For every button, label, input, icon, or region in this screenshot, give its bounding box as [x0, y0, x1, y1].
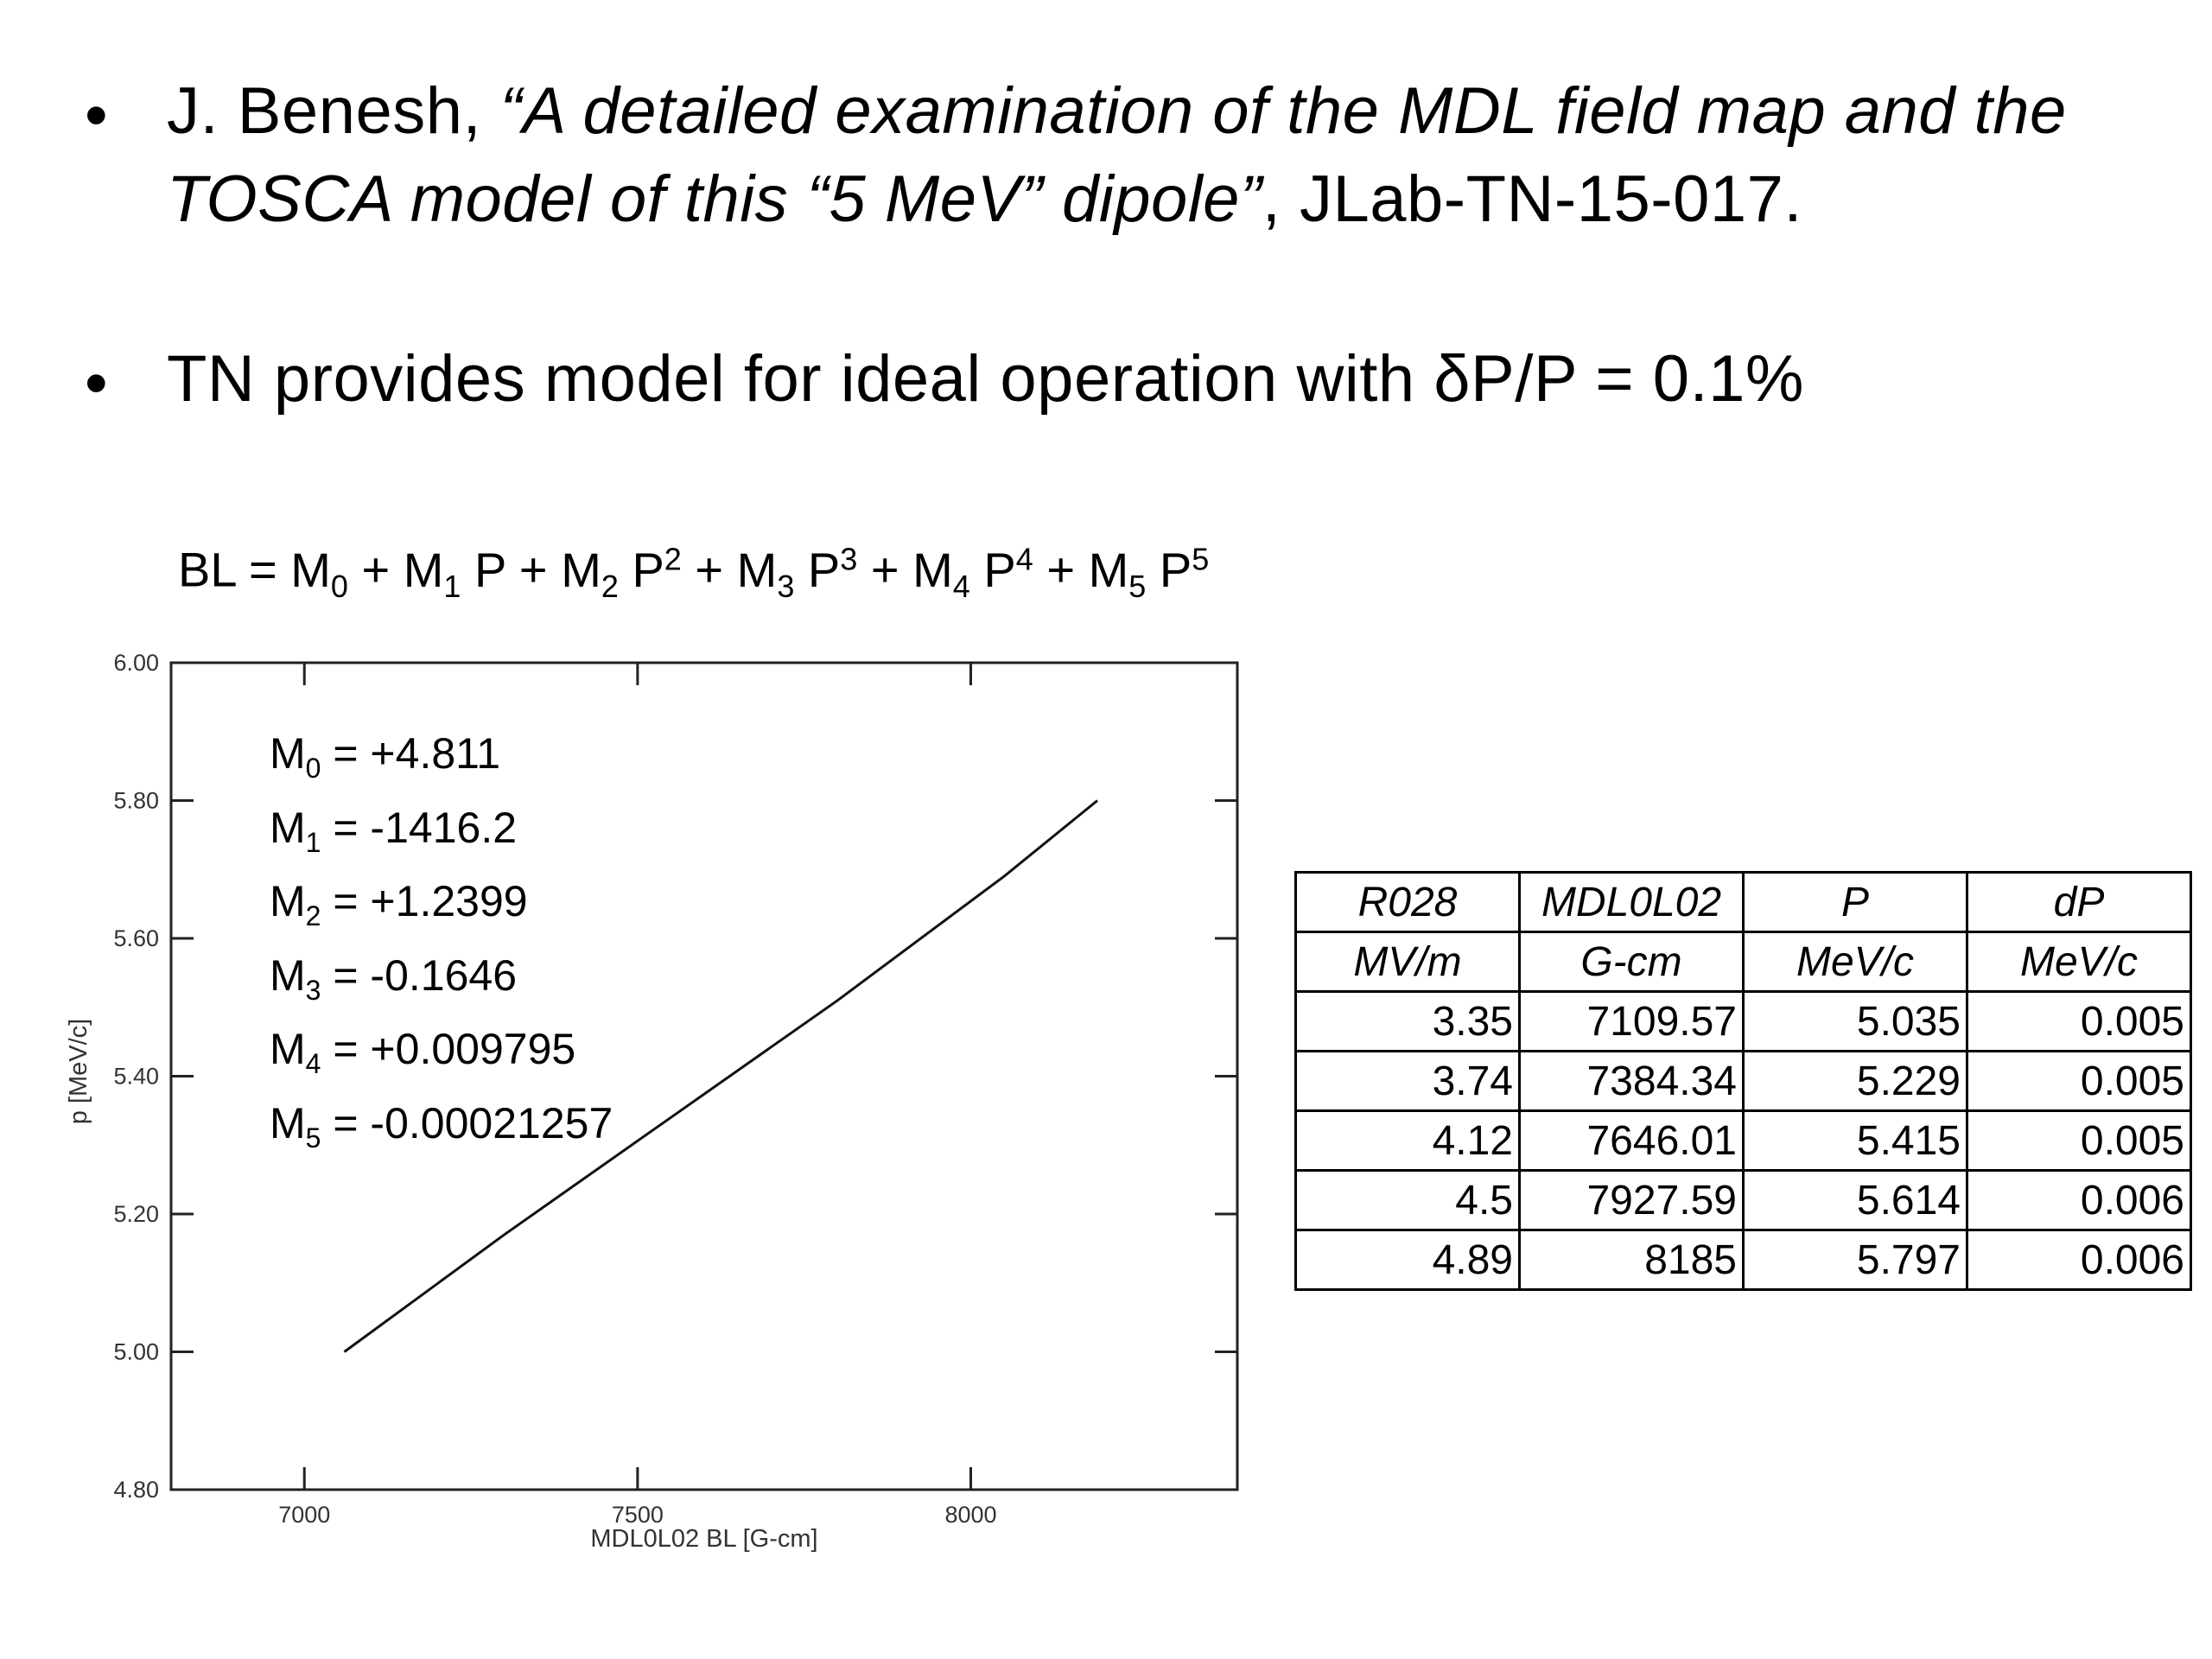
table-header-cell: dP — [1967, 873, 2191, 932]
table-row — [1296, 992, 2191, 1052]
formula-lhs: BL = — [178, 542, 291, 597]
table-unit-cell: MV/m — [1296, 932, 1520, 992]
polynomial-formula: BL = $M_0 + M_1$ $P + M_2$ $P^2 + M_3$ $P^3 + M_4$ $P^4 + M_5$ $P^5$ — [178, 541, 1210, 604]
table-cell: 5.797 — [1744, 1230, 1967, 1290]
x-tick-label: 7500 — [611, 1502, 664, 1528]
table-cell: 0.006 — [1967, 1171, 2191, 1230]
coefficient-m0: $M_0 = +4.811$ — [270, 729, 501, 784]
reference-title-line2: TOSCA model of this “5 MeV” dipole” — [167, 162, 1262, 236]
coefficient-m4: $M_4 = +0.009795$ — [270, 1025, 576, 1079]
table-cell: 5.035 — [1744, 992, 1967, 1052]
table-header-cell: P — [1744, 873, 1967, 932]
x-axis-title: MDL0L02 BL [G-cm] — [590, 1525, 818, 1553]
x-tick-label: 8000 — [944, 1502, 997, 1528]
table-cell: 3.35 — [1296, 992, 1520, 1052]
bullet-dot-1: • — [85, 79, 108, 152]
table-cell: 3.74 — [1296, 1052, 1520, 1111]
x-tick-label: 7000 — [278, 1502, 331, 1528]
reference-author: J. Benesh, — [167, 74, 500, 148]
table-cell: 0.005 — [1967, 1111, 2191, 1171]
formula-term: $M_1$ P — [403, 542, 506, 604]
coefficient-m1: $M_1 = -1416.2$ — [270, 803, 518, 858]
y-tick-label: 5.20 — [113, 1201, 159, 1227]
y-tick-label: 5.40 — [113, 1063, 159, 1090]
table-cell: 5.229 — [1744, 1052, 1967, 1111]
calibration-table — [1294, 871, 2192, 1291]
table-unit-cell: MeV/c — [1967, 932, 2191, 992]
bullet-dot-2: • — [85, 346, 108, 420]
table-header-cell: R028 — [1296, 873, 1520, 932]
table-cell: 5.415 — [1744, 1111, 1967, 1171]
table-cell: 4.5 — [1296, 1171, 1520, 1230]
table-row — [1296, 1171, 2191, 1230]
table-cell: 7646.01 — [1520, 1111, 1744, 1171]
y-tick-label: 5.80 — [113, 787, 159, 814]
x-tick-labels — [278, 1502, 996, 1528]
coefficient-m3: $M_3 = -0.1646$ — [270, 950, 518, 1006]
table-cell: 4.12 — [1296, 1111, 1520, 1171]
tn-description: TN provides model for ideal operation with δP/P = 0.1% — [167, 342, 1804, 416]
formula-term: $M_2$ $P^2$ — [561, 541, 682, 604]
table-cell: 7384.34 — [1520, 1052, 1744, 1111]
y-axis-title: p [MeV/c] — [65, 1018, 92, 1125]
table-unit-cell: MeV/c — [1744, 932, 1967, 992]
formula-term: $M_5$ $P^5$ — [1088, 541, 1210, 604]
table-cell: 7109.57 — [1520, 992, 1744, 1052]
table-cell: 0.006 — [1967, 1230, 2191, 1290]
y-tick-label: 5.60 — [113, 925, 159, 951]
table-unit-cell: G-cm — [1520, 932, 1744, 992]
formula-term: $M_4$ $P^4$ — [912, 541, 1033, 604]
table-header-row — [1296, 873, 2191, 932]
table-unit-row — [1296, 932, 2191, 992]
coefficient-m5: $M_5 = -0.00021257$ — [270, 1098, 613, 1154]
y-tick-labels — [113, 650, 159, 1503]
y-tick-label: 5.00 — [113, 1338, 159, 1365]
formula-term: $M_3$ $P^3$ — [736, 541, 858, 604]
table-row — [1296, 1111, 2191, 1171]
y-tick-label: 4.80 — [113, 1477, 159, 1503]
table-header-cell: MDL0L02 — [1520, 873, 1744, 932]
coefficient-m2: $M_2 = +1.2399$ — [270, 877, 528, 931]
table-cell: 4.89 — [1296, 1230, 1520, 1290]
formula-term: $M_0$ — [290, 542, 348, 604]
table-cell: 8185 — [1520, 1230, 1744, 1290]
table-row — [1296, 1230, 2191, 1290]
reference-title-line1: “A detailed examination of the MDL field map and the — [499, 74, 2067, 148]
y-tick-label: 6.00 — [113, 650, 159, 676]
table-cell: 0.005 — [1967, 992, 2191, 1052]
table-row — [1296, 1052, 2191, 1111]
reference-number: , JLab-TN-15-017. — [1262, 162, 1802, 236]
table-cell: 5.614 — [1744, 1171, 1967, 1230]
table-cell: 0.005 — [1967, 1052, 2191, 1111]
table-cell: 7927.59 — [1520, 1171, 1744, 1230]
coefficient-list — [270, 724, 613, 1167]
